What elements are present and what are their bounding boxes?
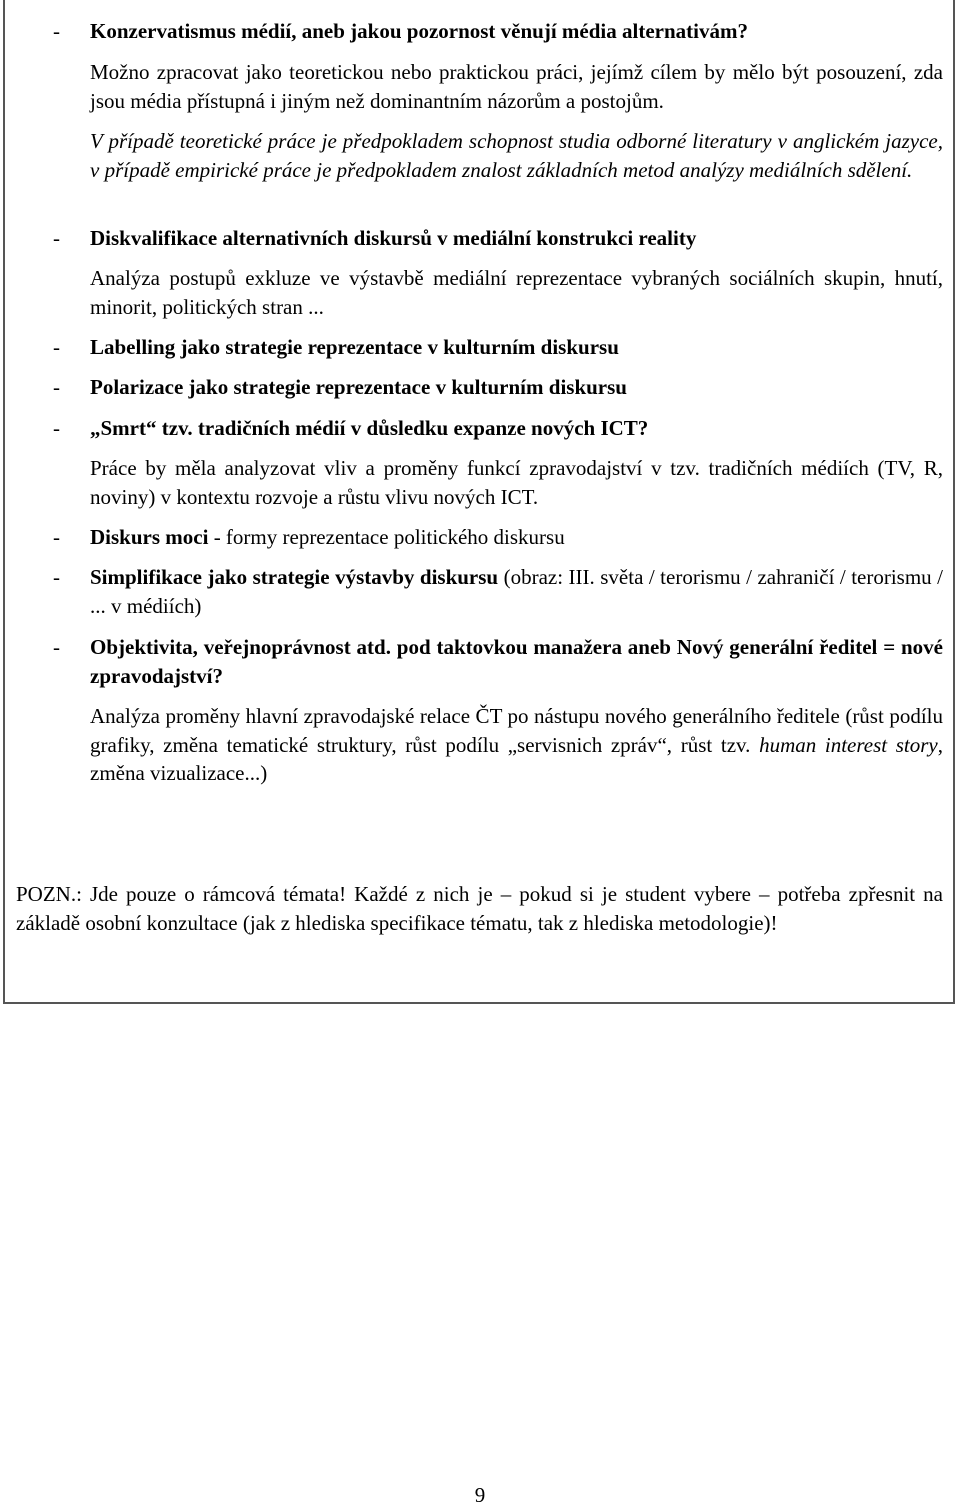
topic-line: [90, 523, 565, 551]
topic-description: Možno zpracovat jako teoretickou nebo praktickou práci, jejímž cílem by mělo být posouzení, zda jsou média přístupná i jiným než dominantním názorům a postojům.: [90, 60, 943, 113]
description-italic: human interest story: [759, 732, 938, 757]
footnote: POZN.: Jde pouze o rámcová témata! Každé z nich je – pokud si je student vybere – potřeba zpřesnit na základě osobní konzultace (jak z hlediska specifikace tématu, tak z hlediska metodologie)!: [16, 882, 943, 935]
topic-title: „Smrt“ tzv. tradičních médií v důsledku expanze nových ICT?: [90, 416, 649, 440]
topic-subtitle: (obraz: III. světa / terorismu / zahraničí / terorismu / ... v médiích): [90, 565, 943, 618]
item-dash: -: [53, 335, 60, 359]
topic-description: [90, 702, 943, 788]
topic-title: Polarizace jako strategie reprezentace v kulturním diskursu: [90, 375, 627, 399]
item-dash: -: [53, 226, 60, 250]
item-dash: -: [53, 565, 60, 589]
item-dash: -: [53, 375, 60, 399]
topic-title: Labelling jako strategie reprezentace v kulturním diskursu: [90, 335, 619, 359]
item-dash: -: [53, 416, 60, 440]
topic-title: Simplifikace jako strategie výstavby diskursu: [90, 565, 499, 589]
description-text: Analýza proměny hlavní zpravodajské relace ČT po nástupu nového generálního ředitele (růst podílu grafiky, změna tematické struktury, růst podílu „servisnich zpráv“, růst tzv.: [90, 704, 943, 757]
item-dash: -: [53, 19, 60, 43]
topic-title: Diskvalifikace alternativních diskursů v mediální konstrukci reality: [90, 226, 697, 250]
topic-note: V případě teoretické práce je předpokladem schopnost studia odborné literatury v anglickém jazyce, v případě empirické práce je předpokladem znalost základních metod analýzy mediálních sdělení.: [90, 129, 943, 182]
topic-title: Konzervatismus médií, aneb jakou pozornost věnují média alternativám?: [90, 19, 748, 43]
topic-subtitle: - formy reprezentace politického diskursu: [208, 525, 565, 549]
item-dash: -: [53, 635, 60, 659]
topic-line: [90, 563, 943, 620]
topic-description: Práce by měla analyzovat vliv a proměny funkcí zpravodajství v tzv. tradičních médiích (TV, R, noviny) v kontextu rozvoje a růstu vlivu nových ICT.: [90, 456, 943, 509]
page-number: 9: [474, 1483, 486, 1507]
topic-description: Analýza postupů exkluze ve výstavbě mediální reprezentace vybraných sociálních skupin, hnutí, minorit, politických stran ...: [90, 266, 943, 319]
topic-title: Objektivita, veřejnoprávnost atd. pod taktovkou manažera aneb Nový generální ředitel = nové zpravodajství?: [90, 635, 943, 688]
item-dash: -: [53, 525, 60, 549]
description-text-end: , změna vizualizace...): [90, 732, 943, 785]
topic-title: Diskurs moci: [90, 525, 209, 549]
